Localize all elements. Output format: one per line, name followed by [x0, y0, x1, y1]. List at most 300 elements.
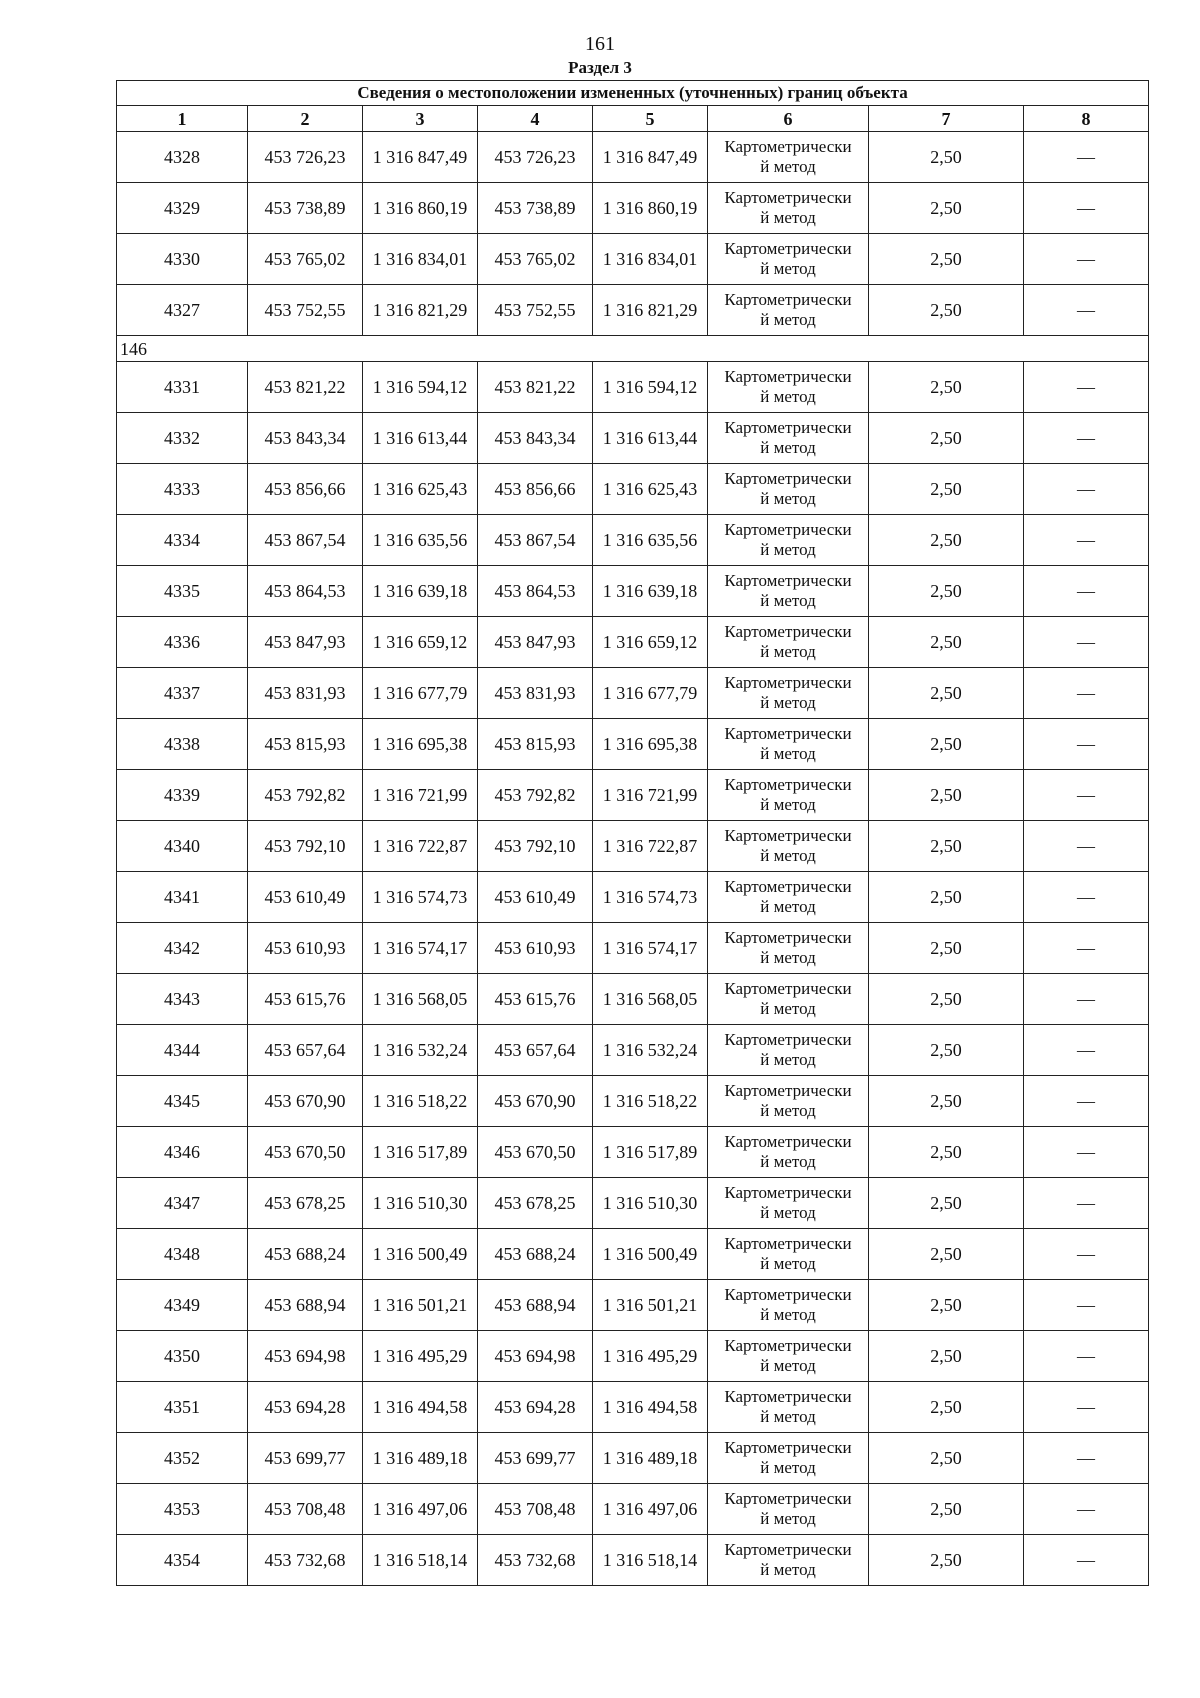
- method-cell: [708, 1280, 869, 1331]
- description: —: [1024, 974, 1149, 1025]
- y-existing: 1 316 574,73: [363, 872, 478, 923]
- table-row: [117, 285, 1149, 336]
- group-row: [117, 336, 1149, 362]
- description: —: [1024, 617, 1149, 668]
- y-new: 1 316 722,87: [593, 821, 708, 872]
- description: —: [1024, 362, 1149, 413]
- y-existing: 1 316 635,56: [363, 515, 478, 566]
- y-new: 1 316 518,14: [593, 1535, 708, 1586]
- method-cell: [708, 1076, 869, 1127]
- y-existing: 1 316 722,87: [363, 821, 478, 872]
- method-line: й метод: [760, 1203, 816, 1222]
- method-line: Картометрически: [724, 1234, 852, 1253]
- method-line: Картометрически: [724, 1285, 852, 1304]
- y-new: 1 316 489,18: [593, 1433, 708, 1484]
- accuracy: 2,50: [869, 1331, 1024, 1382]
- y-new: 1 316 639,18: [593, 566, 708, 617]
- y-existing: 1 316 821,29: [363, 285, 478, 336]
- method-line: Картометрически: [724, 877, 852, 896]
- x-existing: 453 670,50: [248, 1127, 363, 1178]
- y-existing: 1 316 568,05: [363, 974, 478, 1025]
- method-cell: [708, 1025, 869, 1076]
- point-number: 4342: [117, 923, 248, 974]
- y-new: 1 316 500,49: [593, 1229, 708, 1280]
- table-row: [117, 1127, 1149, 1178]
- method-line: й метод: [760, 1356, 816, 1375]
- x-new: 453 670,90: [478, 1076, 593, 1127]
- description: —: [1024, 132, 1149, 183]
- column-number: 8: [1024, 106, 1149, 132]
- description: —: [1024, 1178, 1149, 1229]
- method-line: Картометрически: [724, 1132, 852, 1151]
- x-new: 453 610,93: [478, 923, 593, 974]
- accuracy: 2,50: [869, 183, 1024, 234]
- point-number: 4333: [117, 464, 248, 515]
- description: —: [1024, 719, 1149, 770]
- accuracy: 2,50: [869, 515, 1024, 566]
- x-existing: 453 732,68: [248, 1535, 363, 1586]
- method-cell: [708, 923, 869, 974]
- x-existing: 453 694,98: [248, 1331, 363, 1382]
- table-row: [117, 719, 1149, 770]
- y-existing: 1 316 860,19: [363, 183, 478, 234]
- method-line: й метод: [760, 540, 816, 559]
- table-row: [117, 1382, 1149, 1433]
- accuracy: 2,50: [869, 1433, 1024, 1484]
- table-row: [117, 872, 1149, 923]
- coordinates-table: [116, 80, 1149, 1586]
- x-existing: 453 688,24: [248, 1229, 363, 1280]
- method-line: й метод: [760, 1101, 816, 1120]
- x-new: 453 752,55: [478, 285, 593, 336]
- method-line: й метод: [760, 1305, 816, 1324]
- accuracy: 2,50: [869, 362, 1024, 413]
- method-cell: [708, 1331, 869, 1382]
- method-line: Картометрически: [724, 520, 852, 539]
- y-new: 1 316 494,58: [593, 1382, 708, 1433]
- method-line: Картометрически: [724, 188, 852, 207]
- method-line: Картометрически: [724, 1540, 852, 1559]
- method-cell: [708, 132, 869, 183]
- point-number: 4339: [117, 770, 248, 821]
- method-cell: [708, 285, 869, 336]
- x-existing: 453 867,54: [248, 515, 363, 566]
- y-existing: 1 316 695,38: [363, 719, 478, 770]
- x-new: 453 831,93: [478, 668, 593, 719]
- y-new: 1 316 613,44: [593, 413, 708, 464]
- column-number: 6: [708, 106, 869, 132]
- x-existing: 453 670,90: [248, 1076, 363, 1127]
- x-new: 453 699,77: [478, 1433, 593, 1484]
- y-new: 1 316 510,30: [593, 1178, 708, 1229]
- method-cell: [708, 1484, 869, 1535]
- point-number: 4353: [117, 1484, 248, 1535]
- y-new: 1 316 834,01: [593, 234, 708, 285]
- y-existing: 1 316 594,12: [363, 362, 478, 413]
- method-line: й метод: [760, 1254, 816, 1273]
- x-existing: 453 708,48: [248, 1484, 363, 1535]
- y-existing: 1 316 518,22: [363, 1076, 478, 1127]
- method-line: Картометрически: [724, 571, 852, 590]
- x-new: 453 670,50: [478, 1127, 593, 1178]
- column-number: 4: [478, 106, 593, 132]
- x-existing: 453 752,55: [248, 285, 363, 336]
- method-line: Картометрически: [724, 622, 852, 641]
- y-existing: 1 316 721,99: [363, 770, 478, 821]
- column-number: 5: [593, 106, 708, 132]
- y-existing: 1 316 500,49: [363, 1229, 478, 1280]
- method-line: й метод: [760, 591, 816, 610]
- description: —: [1024, 1433, 1149, 1484]
- x-new: 453 856,66: [478, 464, 593, 515]
- description: —: [1024, 1535, 1149, 1586]
- method-cell: [708, 668, 869, 719]
- method-line: й метод: [760, 438, 816, 457]
- point-number: 4338: [117, 719, 248, 770]
- y-new: 1 316 594,12: [593, 362, 708, 413]
- method-cell: [708, 1535, 869, 1586]
- accuracy: 2,50: [869, 1076, 1024, 1127]
- method-line: Картометрически: [724, 239, 852, 258]
- point-number: 4346: [117, 1127, 248, 1178]
- table-row: [117, 515, 1149, 566]
- x-existing: 453 738,89: [248, 183, 363, 234]
- method-line: Картометрически: [724, 469, 852, 488]
- method-cell: [708, 821, 869, 872]
- table-body: [117, 132, 1149, 1586]
- x-existing: 453 610,93: [248, 923, 363, 974]
- x-new: 453 615,76: [478, 974, 593, 1025]
- y-existing: 1 316 495,29: [363, 1331, 478, 1382]
- method-line: Картометрически: [724, 775, 852, 794]
- method-line: й метод: [760, 897, 816, 916]
- method-cell: [708, 617, 869, 668]
- x-new: 453 688,94: [478, 1280, 593, 1331]
- column-number: 3: [363, 106, 478, 132]
- x-new: 453 708,48: [478, 1484, 593, 1535]
- x-existing: 453 864,53: [248, 566, 363, 617]
- accuracy: 2,50: [869, 285, 1024, 336]
- table-row: [117, 1025, 1149, 1076]
- accuracy: 2,50: [869, 668, 1024, 719]
- x-new: 453 738,89: [478, 183, 593, 234]
- x-existing: 453 688,94: [248, 1280, 363, 1331]
- method-cell: [708, 1433, 869, 1484]
- y-new: 1 316 568,05: [593, 974, 708, 1025]
- accuracy: 2,50: [869, 413, 1024, 464]
- x-existing: 453 726,23: [248, 132, 363, 183]
- point-number: 4331: [117, 362, 248, 413]
- description: —: [1024, 413, 1149, 464]
- accuracy: 2,50: [869, 719, 1024, 770]
- y-existing: 1 316 501,21: [363, 1280, 478, 1331]
- method-line: й метод: [760, 1509, 816, 1528]
- x-existing: 453 831,93: [248, 668, 363, 719]
- table-row: [117, 234, 1149, 285]
- column-number: 2: [248, 106, 363, 132]
- page-number: 161: [585, 33, 615, 55]
- y-new: 1 316 497,06: [593, 1484, 708, 1535]
- x-new: 453 815,93: [478, 719, 593, 770]
- x-existing: 453 678,25: [248, 1178, 363, 1229]
- method-line: Картометрически: [724, 1081, 852, 1100]
- point-number: 4330: [117, 234, 248, 285]
- x-new: 453 792,10: [478, 821, 593, 872]
- y-existing: 1 316 518,14: [363, 1535, 478, 1586]
- description: —: [1024, 285, 1149, 336]
- method-line: Картометрически: [724, 1438, 852, 1457]
- x-new: 453 821,22: [478, 362, 593, 413]
- table-row: [117, 668, 1149, 719]
- method-line: й метод: [760, 693, 816, 712]
- method-cell: [708, 1127, 869, 1178]
- x-existing: 453 792,10: [248, 821, 363, 872]
- method-line: й метод: [760, 795, 816, 814]
- method-line: Картометрически: [724, 367, 852, 386]
- accuracy: 2,50: [869, 1280, 1024, 1331]
- accuracy: 2,50: [869, 1127, 1024, 1178]
- point-number: 4329: [117, 183, 248, 234]
- y-new: 1 316 695,38: [593, 719, 708, 770]
- x-new: 453 726,23: [478, 132, 593, 183]
- description: —: [1024, 1484, 1149, 1535]
- description: —: [1024, 1076, 1149, 1127]
- x-existing: 453 699,77: [248, 1433, 363, 1484]
- method-cell: [708, 1382, 869, 1433]
- y-new: 1 316 518,22: [593, 1076, 708, 1127]
- y-new: 1 316 574,17: [593, 923, 708, 974]
- table-row: [117, 1433, 1149, 1484]
- x-existing: 453 821,22: [248, 362, 363, 413]
- accuracy: 2,50: [869, 566, 1024, 617]
- y-existing: 1 316 510,30: [363, 1178, 478, 1229]
- x-existing: 453 694,28: [248, 1382, 363, 1433]
- x-existing: 453 792,82: [248, 770, 363, 821]
- method-line: Картометрически: [724, 137, 852, 156]
- table-row: [117, 617, 1149, 668]
- method-line: Картометрически: [724, 979, 852, 998]
- method-cell: [708, 234, 869, 285]
- y-existing: 1 316 497,06: [363, 1484, 478, 1535]
- method-line: й метод: [760, 310, 816, 329]
- method-cell: [708, 872, 869, 923]
- method-line: й метод: [760, 387, 816, 406]
- method-line: й метод: [760, 948, 816, 967]
- point-number: 4351: [117, 1382, 248, 1433]
- x-existing: 453 843,34: [248, 413, 363, 464]
- table-row: [117, 1331, 1149, 1382]
- accuracy: 2,50: [869, 234, 1024, 285]
- point-number: 4344: [117, 1025, 248, 1076]
- method-line: й метод: [760, 846, 816, 865]
- method-cell: [708, 413, 869, 464]
- x-new: 453 732,68: [478, 1535, 593, 1586]
- point-number: 4349: [117, 1280, 248, 1331]
- y-existing: 1 316 677,79: [363, 668, 478, 719]
- y-new: 1 316 821,29: [593, 285, 708, 336]
- x-existing: 453 657,64: [248, 1025, 363, 1076]
- accuracy: 2,50: [869, 1484, 1024, 1535]
- table-row: [117, 1484, 1149, 1535]
- point-number: 4332: [117, 413, 248, 464]
- y-existing: 1 316 613,44: [363, 413, 478, 464]
- table-row: [117, 566, 1149, 617]
- y-existing: 1 316 489,18: [363, 1433, 478, 1484]
- table-row: [117, 821, 1149, 872]
- table-caption-row: [117, 81, 1149, 106]
- y-new: 1 316 625,43: [593, 464, 708, 515]
- accuracy: 2,50: [869, 132, 1024, 183]
- table-row: [117, 923, 1149, 974]
- x-new: 453 843,34: [478, 413, 593, 464]
- y-existing: 1 316 639,18: [363, 566, 478, 617]
- y-existing: 1 316 494,58: [363, 1382, 478, 1433]
- point-number: 4336: [117, 617, 248, 668]
- description: —: [1024, 770, 1149, 821]
- method-line: й метод: [760, 1458, 816, 1477]
- x-new: 453 694,28: [478, 1382, 593, 1433]
- point-number: 4347: [117, 1178, 248, 1229]
- table-row: [117, 1280, 1149, 1331]
- x-new: 453 610,49: [478, 872, 593, 923]
- method-line: й метод: [760, 208, 816, 227]
- accuracy: 2,50: [869, 1535, 1024, 1586]
- point-number: 4334: [117, 515, 248, 566]
- description: —: [1024, 1025, 1149, 1076]
- point-number: 4328: [117, 132, 248, 183]
- method-line: Картометрически: [724, 1183, 852, 1202]
- table-row: [117, 362, 1149, 413]
- method-cell: [708, 1178, 869, 1229]
- description: —: [1024, 923, 1149, 974]
- y-new: 1 316 501,21: [593, 1280, 708, 1331]
- x-new: 453 678,25: [478, 1178, 593, 1229]
- accuracy: 2,50: [869, 821, 1024, 872]
- x-new: 453 792,82: [478, 770, 593, 821]
- accuracy: 2,50: [869, 770, 1024, 821]
- y-existing: 1 316 659,12: [363, 617, 478, 668]
- method-line: й метод: [760, 1050, 816, 1069]
- x-new: 453 765,02: [478, 234, 593, 285]
- accuracy: 2,50: [869, 974, 1024, 1025]
- description: —: [1024, 464, 1149, 515]
- description: —: [1024, 1331, 1149, 1382]
- method-line: й метод: [760, 259, 816, 278]
- method-cell: [708, 362, 869, 413]
- accuracy: 2,50: [869, 617, 1024, 668]
- table-row: [117, 1178, 1149, 1229]
- method-line: Картометрически: [724, 724, 852, 743]
- y-existing: 1 316 625,43: [363, 464, 478, 515]
- accuracy: 2,50: [869, 1178, 1024, 1229]
- accuracy: 2,50: [869, 1025, 1024, 1076]
- accuracy: 2,50: [869, 1382, 1024, 1433]
- table-row: [117, 132, 1149, 183]
- method-line: Картометрически: [724, 1030, 852, 1049]
- y-new: 1 316 677,79: [593, 668, 708, 719]
- point-number: 4343: [117, 974, 248, 1025]
- method-cell: [708, 183, 869, 234]
- y-new: 1 316 635,56: [593, 515, 708, 566]
- y-new: 1 316 860,19: [593, 183, 708, 234]
- point-number: 4335: [117, 566, 248, 617]
- description: —: [1024, 821, 1149, 872]
- y-existing: 1 316 517,89: [363, 1127, 478, 1178]
- table-row: [117, 1076, 1149, 1127]
- table-row: [117, 974, 1149, 1025]
- description: —: [1024, 515, 1149, 566]
- description: —: [1024, 1229, 1149, 1280]
- method-cell: [708, 464, 869, 515]
- description: —: [1024, 872, 1149, 923]
- description: —: [1024, 1280, 1149, 1331]
- y-new: 1 316 495,29: [593, 1331, 708, 1382]
- method-line: Картометрически: [724, 290, 852, 309]
- group-label: 146: [117, 336, 1149, 362]
- point-number: 4354: [117, 1535, 248, 1586]
- point-number: 4337: [117, 668, 248, 719]
- method-line: й метод: [760, 157, 816, 176]
- method-line: Картометрически: [724, 826, 852, 845]
- method-line: й метод: [760, 1407, 816, 1426]
- x-new: 453 847,93: [478, 617, 593, 668]
- method-cell: [708, 566, 869, 617]
- table-caption: Сведения о местоположении измененных (уточненных) границ объекта: [117, 81, 1149, 106]
- y-new: 1 316 721,99: [593, 770, 708, 821]
- description: —: [1024, 1127, 1149, 1178]
- x-new: 453 864,53: [478, 566, 593, 617]
- accuracy: 2,50: [869, 1229, 1024, 1280]
- x-new: 453 694,98: [478, 1331, 593, 1382]
- method-cell: [708, 770, 869, 821]
- description: —: [1024, 234, 1149, 285]
- point-number: 4340: [117, 821, 248, 872]
- y-new: 1 316 574,73: [593, 872, 708, 923]
- accuracy: 2,50: [869, 872, 1024, 923]
- description: —: [1024, 566, 1149, 617]
- x-existing: 453 610,49: [248, 872, 363, 923]
- method-line: й метод: [760, 999, 816, 1018]
- y-new: 1 316 532,24: [593, 1025, 708, 1076]
- x-existing: 453 847,93: [248, 617, 363, 668]
- method-line: Картометрически: [724, 673, 852, 692]
- column-number: 1: [117, 106, 248, 132]
- method-line: Картометрически: [724, 1387, 852, 1406]
- y-new: 1 316 659,12: [593, 617, 708, 668]
- method-line: й метод: [760, 744, 816, 763]
- point-number: 4327: [117, 285, 248, 336]
- y-existing: 1 316 847,49: [363, 132, 478, 183]
- method-line: Картометрически: [724, 1489, 852, 1508]
- column-number: 7: [869, 106, 1024, 132]
- table-row: [117, 770, 1149, 821]
- description: —: [1024, 668, 1149, 719]
- method-cell: [708, 719, 869, 770]
- point-number: 4352: [117, 1433, 248, 1484]
- method-line: Картометрически: [724, 928, 852, 947]
- y-new: 1 316 517,89: [593, 1127, 708, 1178]
- y-new: 1 316 847,49: [593, 132, 708, 183]
- method-line: й метод: [760, 489, 816, 508]
- table-row: [117, 183, 1149, 234]
- table-row: [117, 413, 1149, 464]
- column-number-row: [117, 106, 1149, 132]
- method-line: Картометрически: [724, 1336, 852, 1355]
- method-line: Картометрически: [724, 418, 852, 437]
- table-row: [117, 1535, 1149, 1586]
- method-line: й метод: [760, 1152, 816, 1171]
- y-existing: 1 316 532,24: [363, 1025, 478, 1076]
